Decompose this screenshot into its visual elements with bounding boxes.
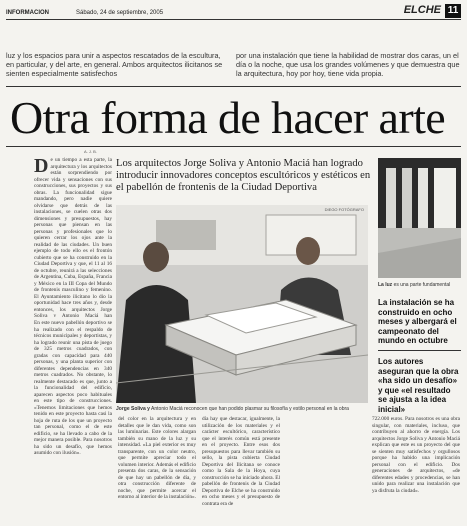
body-column-5: 722.000 euros. Para nosotros es una obra singular, con materiales, incluso, que contribuyen al ahorro de energía. Los arquitectos Jorge Soliva y Antonio Maciá explican que este es un proyecto del que se sienten muy satisfechos y orgullosos porque ha habido una implicación personal con el edificio. Dos generaciones de arquitectos, «de diferentes edades y procedencias, se han unido para realizar una instalación que ya disfruta la ciudad».: [372, 416, 460, 494]
drop-cap: D: [34, 157, 49, 177]
main-photo-credit: DIEGO FOTÓGRAFO: [324, 207, 364, 212]
side-quote-2: Los autores aseguran que la obra «ha sido un desafío» y que «el resultado se ajusta a la idea inicial»: [378, 357, 459, 414]
side-photo-caption: [378, 282, 461, 288]
body-column-1: [34, 157, 112, 317]
author-byline: A. J. B.: [84, 149, 97, 154]
headline: Otra forma de hacer arte: [10, 92, 446, 143]
kicker: Los arquitectos Jorge Soliva y Antonio Maciá han logrado introducir innovadores conceptos escultóricos y estéticos en el pabellón de frontenis de la Ciudad Deportiva: [116, 158, 371, 193]
main-photo: [116, 205, 368, 403]
header-rule: [6, 19, 461, 20]
section-label: INFORMACION: [6, 10, 49, 16]
side-photo: [378, 158, 461, 278]
lede-rule: [6, 86, 461, 87]
publication-name: ELCHE: [403, 4, 441, 16]
headline-rule: [6, 146, 461, 147]
body-column-4: día hay que destacar, igualmente, la utilización de los materiales y el carácter escultórico, característico que el interés común está presente en el proyecto. Entre esos dos presupuestos para llevar también su sello, la pista cubierta Ciudad Deportiva del Ilicitana se conoce como la Sala de la Hoya, cuya construcción se ha iniciado ahora. El pabellón de frontenis de la Ciudad Deportiva de Elche se ha construido en ocho meses y el presupuesto de contrata era de: [202, 416, 280, 507]
body-column-2: En este nuevo pabellón deportivo se ha realizado con el respaldo de técnicos municipales y deportistas, y ha logrado reunir una pista de juego de 325 metros cuadrados, con gradas con capacidad para 440 personas, y una planta superior con diferentes dependencias en 340 metros cuadrados. No obstante, lo realmente destacado es que, junto a la funcionalidad del edificio, aparecen aspectos poco habituales en este tipo de construcciones. «Tenemos limitaciones que hemos tenido en este proyecto hasta casi la hoja de ruta de los que un proyecto tan personal, como el de este edificio, se ha llevado a cabo de la mejor manera posible. Para nosotros ha sido un desafío, que hemos asumido con ilusión».: [34, 320, 112, 456]
body-column-3: del color en la arquitectura y en detalles que le dan vida, como son las luminarias. Este colores alargan también su mano de la luz y su intensidad. «La piel exterior es muy transparente, con un color neutro, que permite apreciar todo el volumen interior. Además el edificio presenta dos caras, de la sensación de que hay un pabellón de día, y otra construcción diferente de noche, que permite acercar el entorno al interior de la instalación».: [118, 416, 196, 500]
pavilion-interior-illustration: [378, 158, 461, 278]
body-text-1: e un tiempo a esta parte, la arquitectura y los arquitectos están sorprendiendo por ofrecer vida y sensaciones con sus construcciones, sus proyectos y sus obras. La funcionalidad sigue mandando, pero nadie quiere olvidarse que detrás de las instalaciones, se cuelen otras dos dimensiones y presupuestos, hay personas que piensan en las personas y profesionales que lo quieren cerrar los ojos ante la realidad de las ciudades. Un buen ejemplo de todo ello es el frontón cubierto que se ha construido en la Ciudad Deportiva y que, el 11 al 16 de octubre, reunirá a las selecciones de Argentina, Cuba, España, Francia y México en la III Copa del Mundo de frontenis masculino y femenino. El Ayuntamiento ilicitano lo dio la oportunidad hace tres años y, desde entonces, los arquitectos Jorge Soliva y Antonio Maciá han: [34, 157, 112, 317]
architects-model-illustration: [116, 205, 368, 403]
main-caption-lead: Jorge Soliva y: [116, 406, 150, 412]
issue-date: Sábado, 24 de septiembre, 2005: [76, 10, 164, 16]
page-header: [6, 4, 461, 18]
side-caption-lead: La luz: [378, 282, 393, 288]
side-quote-1: La instalación se ha construido en ocho meses y albergará el campeonato del mundo en octubre: [378, 298, 457, 345]
lede-left: luz y los espacios para unir a aspectos rescatados de la escultura, en particular, y del arte, en general. Ambos arquitectos ilicitanos se sienten especialmente satisfechos: [6, 51, 223, 78]
side-caption-text: es una parte fundamental: [393, 282, 451, 288]
side-quote-rule: [378, 350, 461, 351]
main-caption-text: Antonio Maciá reconocen que han podido plasmar su filosofía y estilo personal en la obra: [151, 406, 349, 412]
page-number: 11: [445, 4, 461, 18]
lede-right: por una instalación que tiene la habilidad de mostrar dos caras, un el día o la noche, que usa los grandes volúmenes y que demuestra que la arquitectura, hoy por hoy, tiene vida propia.: [236, 51, 460, 78]
main-photo-caption: [116, 406, 368, 412]
